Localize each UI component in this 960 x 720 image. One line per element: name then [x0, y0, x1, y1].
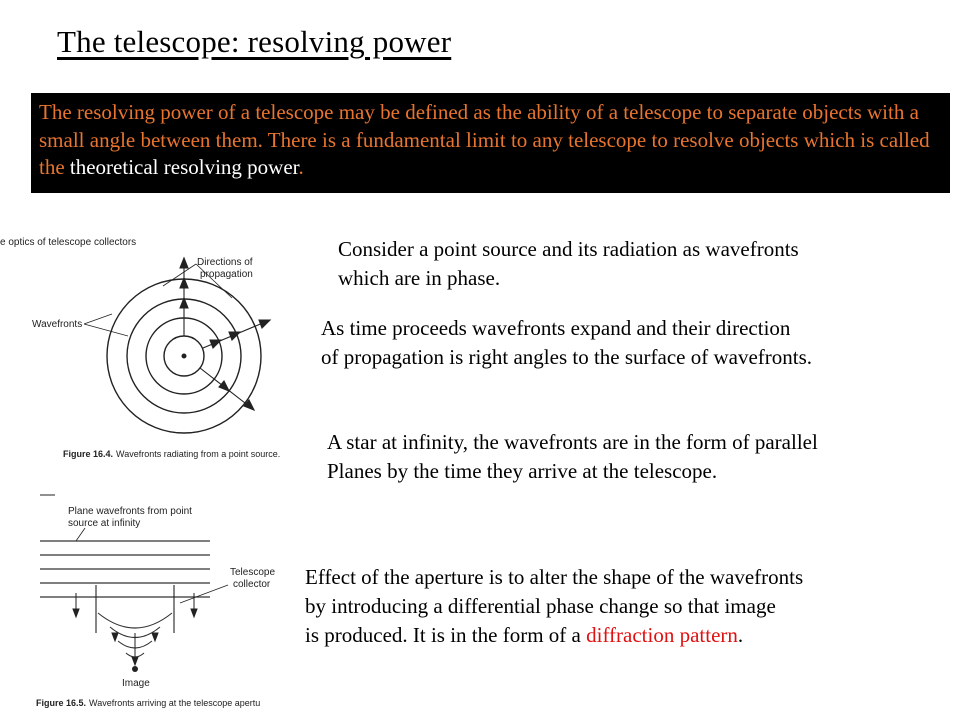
figure-point-source: [0, 228, 305, 468]
intro-highlight: theoretical resolving power: [69, 155, 299, 179]
paragraph-point-source: [338, 235, 799, 293]
label-directions: Directions of: [197, 257, 253, 268]
figure1-caption-text: Wavefronts radiating from a point source.: [116, 449, 281, 459]
paragraph-expansion: [321, 314, 812, 372]
paragraph-line: of propagation is right angles to the surface of wavefronts.: [321, 345, 813, 369]
label-plane-2: source at infinity: [68, 518, 141, 529]
paragraph-line: [305, 621, 803, 650]
paragraph-aperture: [305, 563, 803, 650]
diffraction-pattern-term: diffraction pattern: [586, 623, 738, 647]
figure1-caption: [63, 449, 280, 459]
label-plane-1: Plane wavefronts from point: [68, 506, 192, 517]
paragraph-period: .: [737, 623, 744, 647]
page-title: The telescope: resolving power: [57, 24, 452, 59]
label-wavefronts: Wavefronts: [32, 319, 83, 330]
paragraph-line: As time proceeds wavefronts expand and their direction: [321, 316, 791, 340]
figure1-header: e optics of telescope collectors: [0, 237, 137, 248]
image-point: [132, 666, 138, 672]
paragraph-text: is produced. It is in the form of a: [305, 623, 587, 647]
curved-wavefront: [98, 613, 172, 628]
intro-period: .: [298, 155, 304, 179]
figure2-caption-number: Figure 16.5.: [36, 698, 87, 708]
label-telescope-1: Telescope: [230, 567, 276, 578]
paragraph-line: which are in phase.: [338, 266, 501, 290]
intro-box: [31, 93, 950, 193]
paragraph-line: Effect of the aperture is to alter the shape of the wavefronts: [305, 565, 804, 589]
paragraph-line: A star at infinity, the wavefronts are in the form of parallel: [327, 430, 818, 454]
point-source: [182, 354, 187, 359]
paragraph-line: by introducing a differential phase change so that image: [305, 594, 776, 618]
label-telescope-2: collector: [233, 579, 271, 590]
figure2-caption: [36, 698, 260, 708]
label-propagation: propagation: [200, 269, 253, 280]
intro-text: The resolving power of a telescope may be defined as the ability of a telescope to separate objects with a small angle between them. There is a fundamental limit to any telescope to resolve objects which is called the: [39, 100, 930, 179]
figure2-caption-text: Wavefronts arriving at the telescope apertu: [89, 698, 261, 708]
figure-plane-wavefronts: [30, 493, 315, 720]
paragraph-star-infinity: [327, 428, 818, 486]
paragraph-line: Consider a point source and its radiation as wavefronts: [338, 237, 799, 261]
figure1-caption-number: Figure 16.4.: [63, 449, 114, 459]
paragraph-line: Planes by the time they arrive at the telescope.: [327, 459, 718, 483]
label-image: Image: [122, 678, 150, 689]
